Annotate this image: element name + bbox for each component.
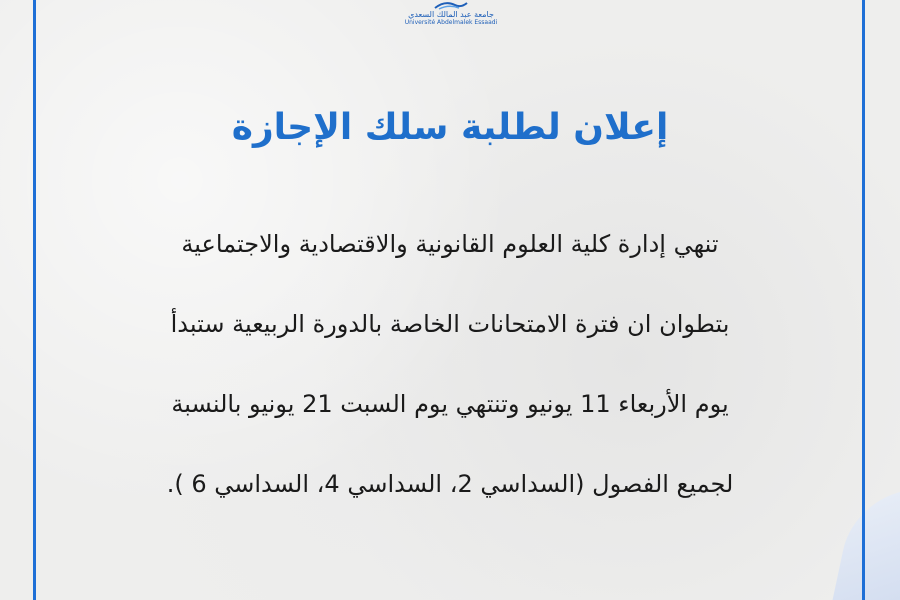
university-logo <box>396 0 506 34</box>
logo-arabic-text: جامعة عبد المالك السعدي <box>408 10 494 19</box>
logo-french-text: Université Abdelmalek Essaadi <box>404 19 498 26</box>
announcement-line: بتطوان ان فترة الامتحانات الخاصة بالدورة الربيعية ستبدأ <box>170 310 730 338</box>
announcement-line: يوم الأربعاء 11 يونيو وتنتهي يوم السبت 21 يونيو بالنسبة <box>171 390 729 418</box>
announcement-title: إعلان لطلبة سلك الإجازة <box>231 107 669 148</box>
announcement-line: تنهي إدارة كلية العلوم القانونية والاقتصادية والاجتماعية <box>181 230 719 258</box>
announcement-body <box>60 220 840 540</box>
announcement-line: لجميع الفصول (السداسي 2، السداسي 4، السداسي 6 ). <box>166 470 734 498</box>
logo-mark-icon <box>431 0 471 10</box>
